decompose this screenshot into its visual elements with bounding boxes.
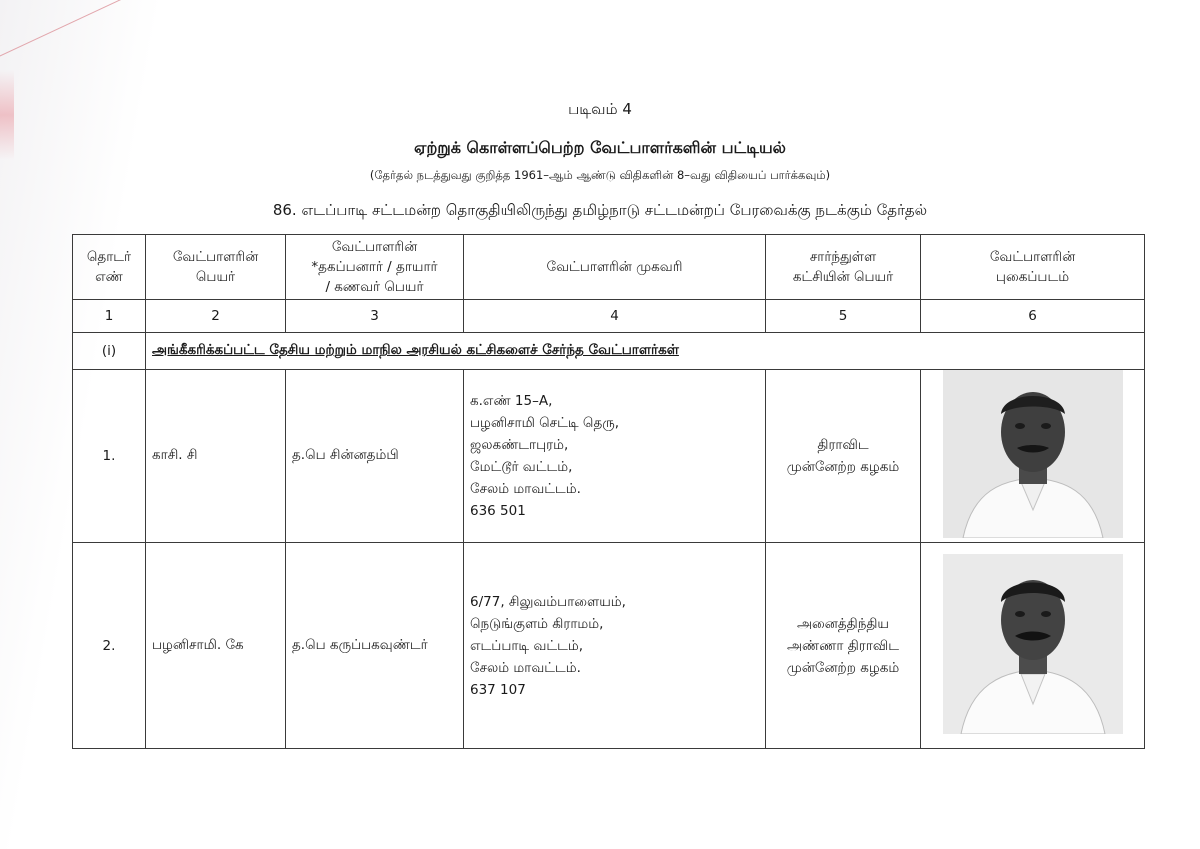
serial-number: 2. <box>73 543 146 749</box>
header-text: / கணவர் பெயர் <box>325 279 424 295</box>
constituency-heading: 86. எடப்பாடி சட்டமன்ற தொகுதியிலிருந்து தமிழ்நாடு சட்டமன்றப் பேரவைக்கு நடக்கும் தேர்தல் <box>272 201 928 219</box>
category-cell <box>146 333 1145 370</box>
header-text: வேட்பாளரின் <box>172 249 259 265</box>
header-text: வேட்பாளரின் <box>989 249 1076 265</box>
column-number: 6 <box>921 300 1145 333</box>
candidate-name: பழனிசாமி. கே <box>146 543 286 749</box>
address-line: நெடுங்குளம் கிராமம், <box>470 615 604 632</box>
category-index: (i) <box>73 333 146 370</box>
header-text: கட்சியின் பெயர் <box>792 269 894 285</box>
column-number-row <box>73 300 1145 333</box>
address-line: சேலம் மாவட்டம். <box>470 659 581 676</box>
candidate-name: காசி. சி <box>146 370 286 543</box>
address-line: எடப்பாடி வட்டம், <box>470 637 584 654</box>
category-row <box>73 333 1145 370</box>
photo-cell <box>921 543 1145 749</box>
header-text: பெயர் <box>195 269 236 285</box>
header-text: தொடர் <box>86 249 132 265</box>
header-text: வேட்பாளரின் முகவரி <box>546 259 683 275</box>
party-line: முன்னேற்ற கழகம் <box>786 459 900 475</box>
column-number: 1 <box>73 300 146 333</box>
address-line: க.எண் 15–A, <box>470 393 553 409</box>
candidate-address <box>464 370 766 543</box>
portrait-icon <box>943 370 1123 538</box>
relation-name: த.பெ சின்னதம்பி <box>286 370 464 543</box>
header-text: வேட்பாளரின் <box>331 239 418 255</box>
party-name <box>766 370 921 543</box>
candidate-address <box>464 543 766 749</box>
relation-name: த.பெ கருப்பகவுண்டர் <box>286 543 464 749</box>
address-line: ஜலகண்டாபுரம், <box>470 437 569 453</box>
address-line: பழனிசாமி செட்டி தெரு, <box>470 415 620 431</box>
header-serial <box>73 235 146 300</box>
candidate-photo-icon <box>943 554 1123 734</box>
party-name <box>766 543 921 749</box>
document-title: ஏற்றுக் கொள்ளப்பெற்ற வேட்பாளர்களின் பட்டியல் <box>414 138 786 157</box>
address-line: 637 107 <box>470 681 526 698</box>
header-text: *தகப்பனார் / தாயார் <box>311 259 438 275</box>
party-line: திராவிட <box>817 437 869 453</box>
table-row <box>73 370 1145 543</box>
candidate-table <box>72 234 1145 749</box>
form-number: படிவம் 4 <box>568 100 632 118</box>
address-line: 6/77, சிலுவம்பாளையம், <box>470 593 626 610</box>
party-line: அனைத்திந்திய <box>796 615 890 632</box>
header-text: புகைப்படம் <box>995 269 1070 285</box>
document-subtitle: (தேர்தல் நடத்துவது குறித்த 1961–ஆம் ஆண்டு விதிகளின் 8–வது விதியைப் பார்க்கவும்) <box>369 168 831 182</box>
header-text: சார்ந்துள்ள <box>809 249 877 265</box>
column-number: 5 <box>766 300 921 333</box>
photo-cell <box>921 370 1145 543</box>
party-line: முன்னேற்ற கழகம் <box>786 659 900 676</box>
serial-number: 1. <box>73 370 146 543</box>
candidate-photo-icon <box>943 370 1123 538</box>
header-name <box>146 235 286 300</box>
table-row <box>73 543 1145 749</box>
header-relation <box>286 235 464 300</box>
column-number: 3 <box>286 300 464 333</box>
header-address <box>464 235 766 300</box>
address-line: சேலம் மாவட்டம். <box>470 481 581 497</box>
header-party <box>766 235 921 300</box>
table-header-row <box>73 235 1145 300</box>
column-number: 4 <box>464 300 766 333</box>
header-photo <box>921 235 1145 300</box>
address-line: 636 501 <box>470 503 526 519</box>
header-text: எண் <box>95 269 123 285</box>
address-line: மேட்டூர் வட்டம், <box>470 459 573 475</box>
portrait-icon <box>943 554 1123 734</box>
column-number: 2 <box>146 300 286 333</box>
party-line: அண்ணா திராவிட <box>787 637 899 654</box>
category-title: அங்கீகரிக்கப்பட்ட தேசிய மற்றும் மாநில அரசியல் கட்சிகளைச் சேர்ந்த வேட்பாளர்கள் <box>152 342 679 358</box>
